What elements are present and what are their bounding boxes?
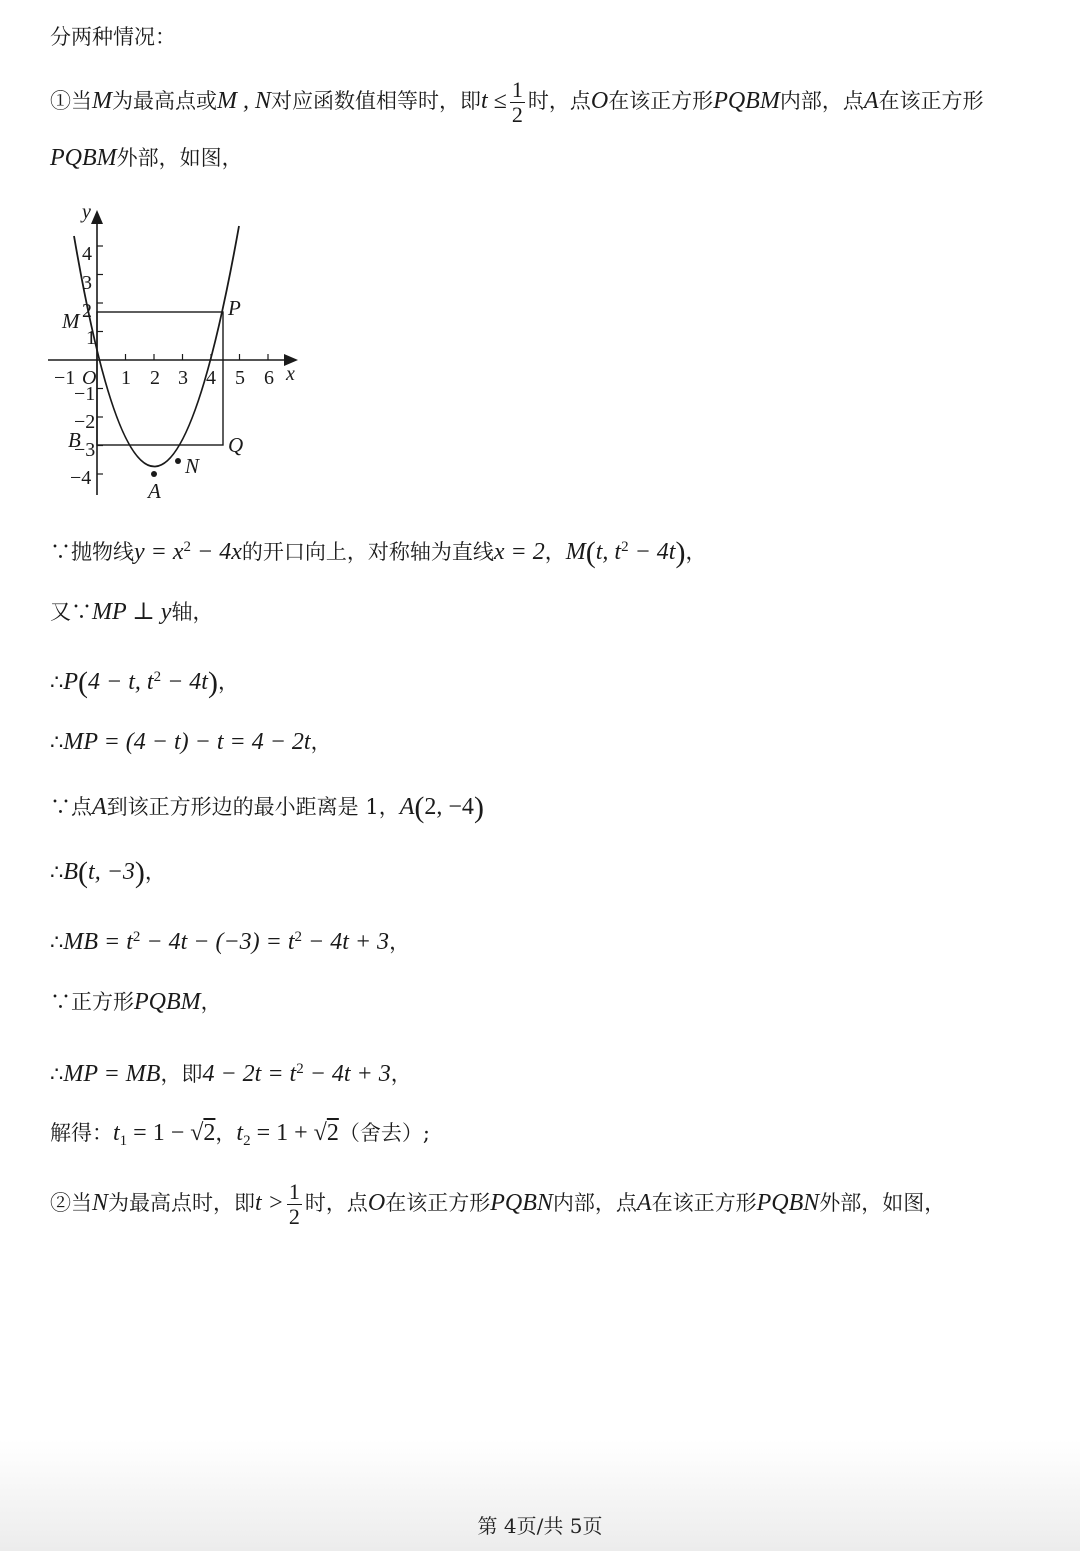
y-tick-label: −2	[74, 411, 96, 433]
x-axis-label: x	[286, 363, 295, 385]
y-axis-label: y	[82, 201, 91, 223]
label-B: B	[68, 428, 81, 452]
MP-line: ∴MP = (4 − t) − t = 4 − 2t，	[50, 729, 332, 755]
y-tick-label: −3	[74, 439, 96, 461]
y-tick-label: 4	[82, 243, 92, 265]
y-tick-label: −1	[74, 383, 96, 405]
label-P: P	[228, 296, 241, 320]
parabola-line: ∵抛物线$y = x^2 - 4x$的开口向上，对称轴为直线x = 2，M(t, $t^2 - 4t$)，	[50, 536, 707, 569]
square-PQBM	[97, 312, 223, 445]
distance-line: ∵点A到该正方形边的最小距离是 1，A(2, −4)	[50, 791, 484, 824]
fraction-half: $\frac{1}{2}$	[288, 1179, 300, 1229]
label-A: A	[148, 479, 161, 503]
x-tick-label: 3	[178, 367, 188, 389]
y-axis-arrow-icon	[91, 210, 103, 224]
y-tick-label: 3	[82, 272, 92, 294]
x-tick-label: 4	[206, 367, 216, 389]
y-tick-label: 1	[86, 327, 96, 349]
perp-line: 又∵MP ⊥ y轴，	[50, 599, 214, 625]
origin-label: O	[82, 367, 97, 389]
x-tick-label: 1	[121, 367, 131, 389]
point-P-line: ∴P(4 − t, $t^2 - 4t$)，	[50, 666, 239, 699]
page-number: 第 4页/共 5页	[477, 1514, 603, 1538]
case2-line: ②当N为最高点时，即t > $\frac{1}{2}$ 时，点O在该正方形PQBN内部，点A在该正方形PQBN外部，如图，	[50, 1179, 946, 1229]
x-tick-label: 6	[264, 367, 274, 389]
case1-line: ①当M为最高点或M , N对应函数值相等时，即t ≤ $\frac{1}{2}$ 时，点O在该正方形PQBM内部，点A在该正方形	[50, 77, 984, 127]
point-B-line: ∴B(t, −3)，	[50, 856, 166, 889]
label-N: N	[185, 454, 200, 478]
solution-line: 解得：$t_1 = 1 - √2$，$t_2 = 1 + √2$（舍去）;	[50, 1120, 430, 1150]
parabola-curve	[74, 226, 239, 467]
x-tick-label: 2	[150, 367, 160, 389]
y-tick-label: 2	[82, 300, 92, 322]
y-tick-label: −4	[70, 467, 92, 489]
point-N	[175, 458, 181, 464]
square-line: ∵正方形PQBM，	[50, 989, 222, 1015]
x-tick-label: 5	[235, 367, 245, 389]
parabola-figure	[40, 200, 320, 510]
label-Q: Q	[228, 433, 244, 457]
MB-line: ∴MB = $t^2 - 4t - (-3) = t^2 - 4t + 3$，	[50, 929, 411, 955]
fraction-half: $\frac{1}{2}$	[511, 77, 523, 127]
point-A	[151, 471, 157, 477]
case1-line-2: PQBM外部，如图，	[50, 145, 243, 171]
x-tick-label: −1	[54, 367, 76, 389]
intro-line: 分两种情况：	[50, 25, 176, 49]
label-M: M	[62, 309, 80, 333]
equation-line: ∴MP = MB，即$4 - 2t = t^2 - 4t + 3$，	[50, 1061, 412, 1087]
